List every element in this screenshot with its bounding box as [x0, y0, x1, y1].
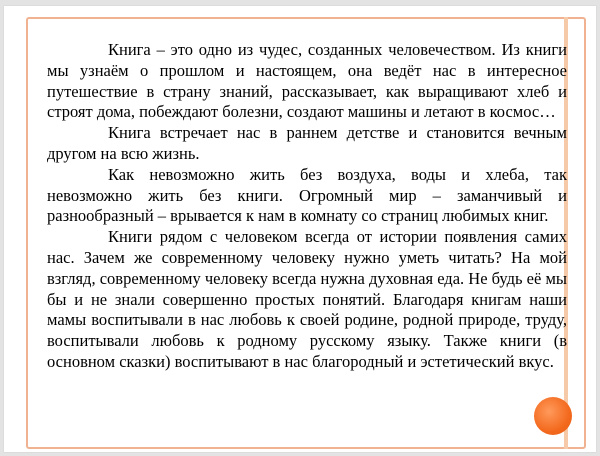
paragraph-4: Книги рядом с человеком всегда от истории появления самих нас. Зачем же современному человеку нужно уметь читать? На мой взгляд, современному человеку всегда нужна духовная еда. Не будь её мы бы и не знали совершенно простых понятий. Благодаря книгам наши мамы воспитывали в нас любовь к своей родине, родной природе, труду, воспитывали любовь к родному русскому языку. Также книги (в основном сказки) воспитывают в нас благородный и эстетический вкус. [47, 227, 567, 371]
paragraph-2: Книга встречает нас в раннем детстве и становится вечным другом на всю жизнь. [47, 123, 567, 163]
decorative-circle [534, 397, 572, 435]
slide [4, 6, 596, 452]
paragraph-1: Книга – это одно из чудес, созданных человечеством. Из книги мы узнаём о прошлом и настоящем, она ведёт нас в интересное путешествие в страну знаний, рассказывает, как выращивают хлеб и строят дома, побеждают болезни, создают машины и летают в космос… [47, 40, 567, 122]
text-body [47, 40, 567, 373]
paragraph-3: Как невозможно жить без воздуха, воды и хлеба, так невозможно жить без книги. Огромный мир – заманчивый и разнообразный – врывается к нам в комнату со страниц любимых книг. [47, 164, 567, 226]
